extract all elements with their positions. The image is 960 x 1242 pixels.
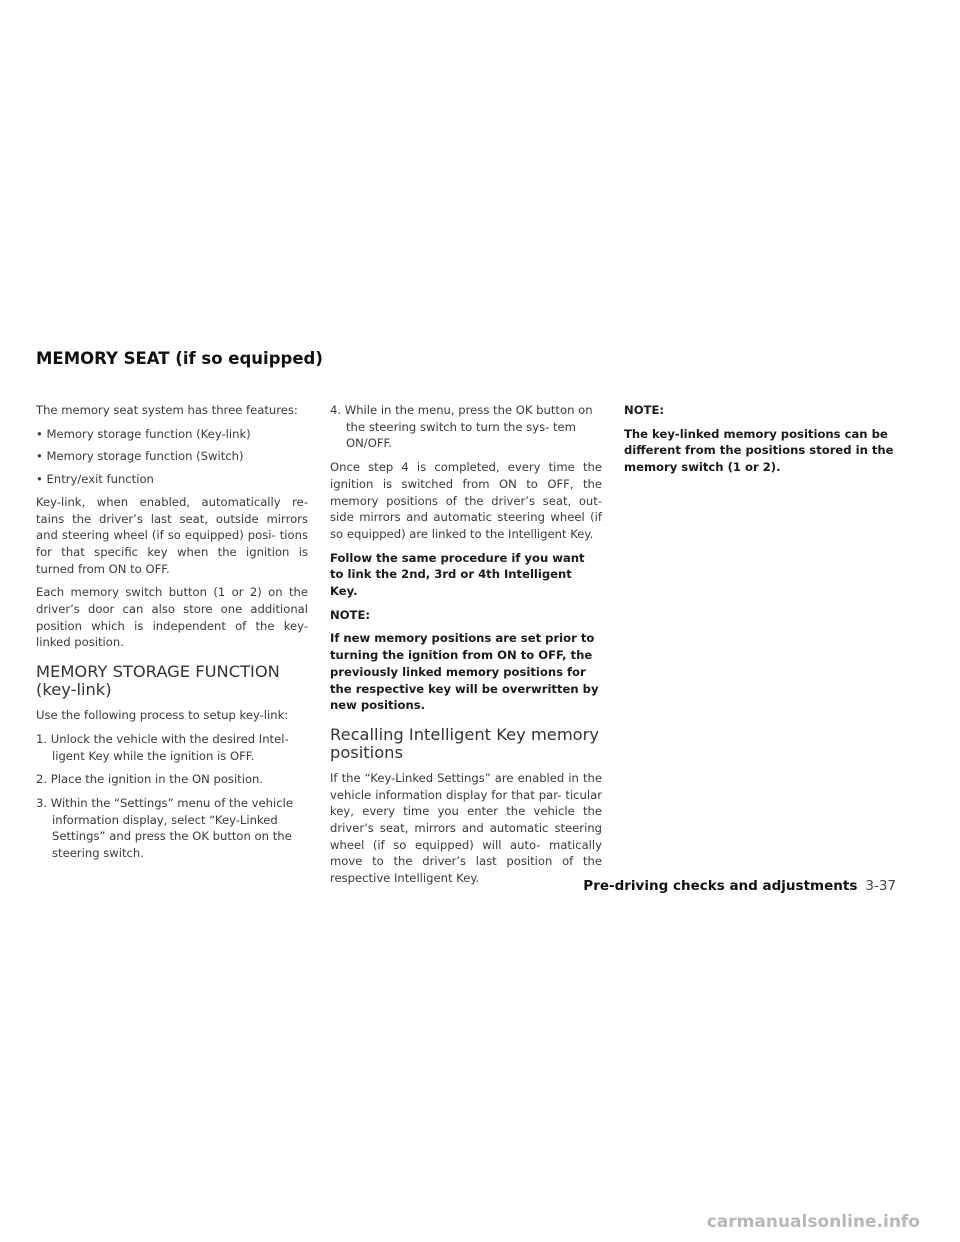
key-link-paragraph: Key-link, when enabled, automatically re- tains the driver’s last seat, outside mirrors and steering wheel (if so equipped) posi- tions for that specific key when the ignition is turned from ON to OFF. — [36, 494, 308, 576]
watermark: carmanualsonline.info — [706, 1212, 920, 1232]
note-text: If new memory positions are set prior to turning the ignition from ON to OFF, the previously linked memory positions for the respective key will be overwritten by new positions. — [330, 631, 599, 713]
feature-bullet: • Memory storage function (Key-link) — [36, 426, 251, 441]
intro-text: The memory seat system has three features: — [36, 403, 298, 417]
setup-intro: Use the following process to setup key-link: — [36, 708, 289, 723]
feature-bullet: • Entry/exit function — [36, 472, 154, 487]
page-number: 3-37 — [865, 878, 896, 894]
note-text: The key-linked memory positions can be different from the positions stored in the memory switch (1 or 2). — [624, 426, 894, 475]
section-title: MEMORY SEAT (if so equipped) — [36, 349, 323, 368]
linked-paragraph: Once step 4 is completed, every time the ignition is switched from ON to OFF, the memory positions of the driver’s seat, out- side mirrors and automatic steering wheel (if so equipped) are linked to the Intelligent Key. — [330, 460, 602, 541]
note-label: NOTE: — [624, 403, 665, 417]
feature-bullet: • Memory storage function (Switch) — [36, 449, 244, 464]
setup-step: 4. While in the menu, press the OK button on the steering switch to turn the sys- tem ON/OFF. — [330, 403, 593, 451]
column-1 — [36, 402, 308, 869]
procedure-note: Follow the same procedure if you want to link the 2nd, 3rd or 4th Intelligent Key. — [330, 550, 585, 599]
column-2 — [330, 402, 602, 894]
recalling-paragraph: If the “Key-Linked Settings” are enabled in the vehicle information display for that par- ticular key, every time you enter the vehicle the driver’s seat, mirrors and automatic steering wheel (if so equipped) will auto- matically move to the driver’s last position of the respective Intelligent Key. — [330, 770, 602, 886]
setup-step: 3. Within the “Settings” menu of the vehicle information display, select “Key-Linked Settings” and press the OK button on the steering switch. — [36, 795, 293, 861]
page-footer — [583, 878, 896, 894]
column-3 — [624, 402, 896, 483]
recalling-heading: Recalling Intelligent Key memory positions — [330, 724, 599, 762]
storage-function-heading: MEMORY STORAGE FUNCTION (key-link) — [36, 662, 280, 700]
note-label: NOTE: — [330, 607, 371, 622]
setup-step: 2. Place the ignition in the ON position. — [36, 772, 264, 787]
setup-step: 1. Unlock the vehicle with the desired Intel- ligent Key while the ignition is OFF. — [36, 731, 289, 763]
chapter-label: Pre-driving checks and adjustments — [583, 878, 858, 894]
memory-switch-paragraph: Each memory switch button (1 or 2) on the driver’s door can also store one additional position which is independent of the key- linked position. — [36, 585, 308, 650]
